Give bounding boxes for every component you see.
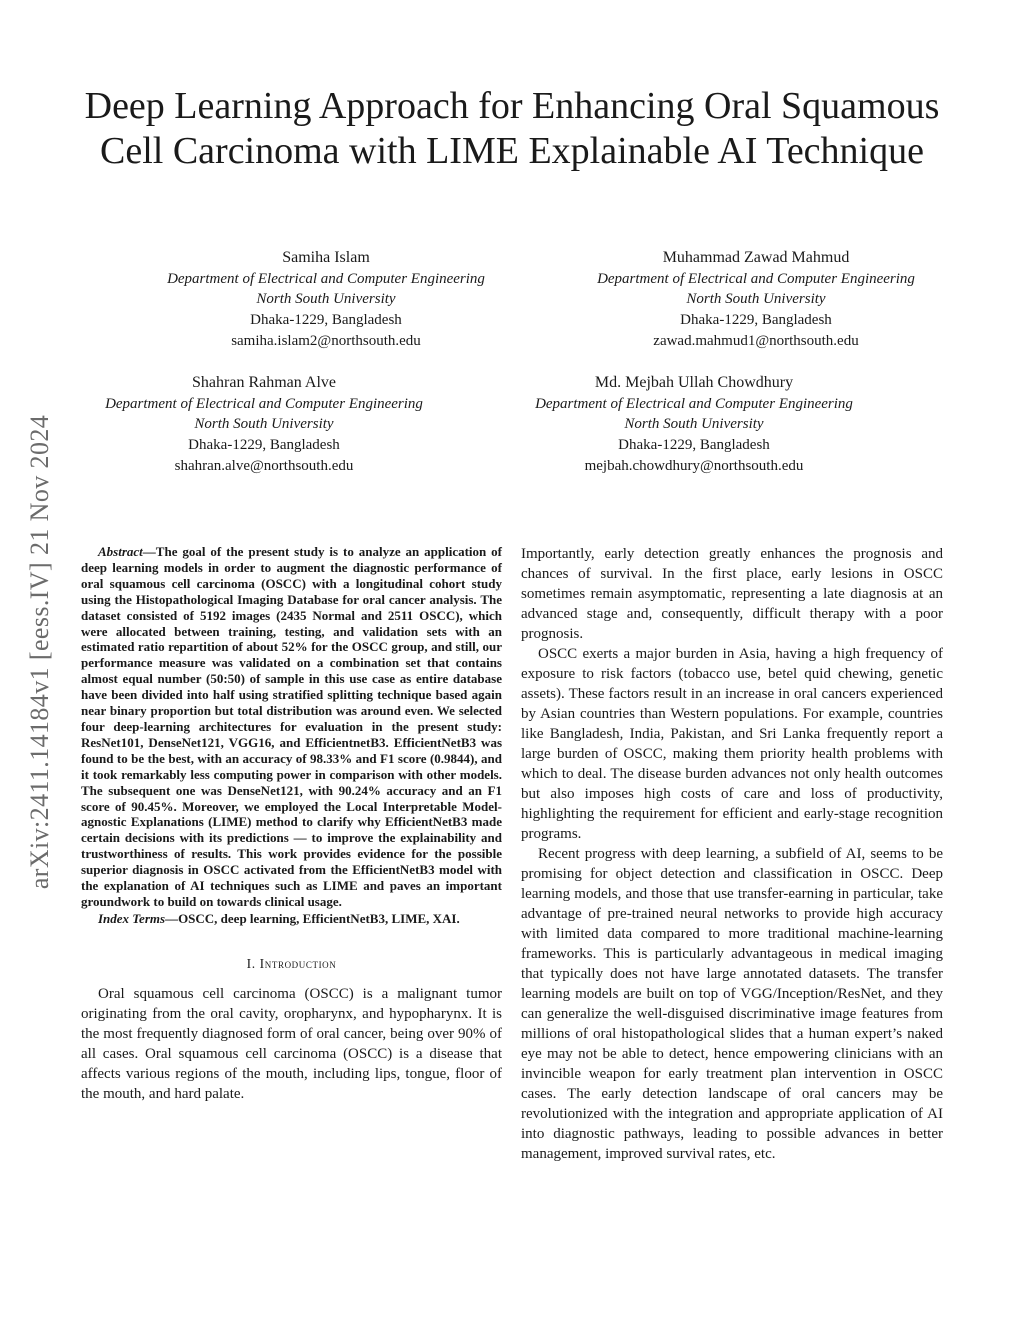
- body-paragraph: OSCC exerts a major burden in Asia, having a high frequency of exposure to risk factors (tobacco use, betel quid chewing, genetic assets). These factors result in an increase in oral cancers experienced by Asian countries than Western populations. For example, countries like Bangladesh, India, Pakistan, and Sri Lanka frequently report a large burden of OSCC, making them priority health problems with which to deal. The disease burden advances not only health outcomes but also imposes high costs of care and loss of productivity, highlighting the requirement for efficient and early-stage recognition programs.: [521, 646, 943, 842]
- author-email: shahran.alve@northsouth.edu: [174, 457, 354, 474]
- index-terms: [81, 911, 502, 927]
- author-email: mejbah.chowdhury@northsouth.edu: [584, 457, 804, 474]
- arxiv-stamp-text: arXiv:2411.14184v1 [eess.IV] 21 Nov 2024: [25, 414, 54, 890]
- author-university: North South University: [686, 291, 826, 308]
- author-block: [78, 373, 450, 477]
- left-column: [81, 544, 502, 1104]
- author-block: [140, 248, 512, 352]
- author-name: Md. Mejbah Ullah Chowdhury: [594, 374, 794, 391]
- right-column: [521, 544, 943, 1164]
- author-address: Dhaka-1229, Bangladesh: [250, 312, 402, 329]
- author-email: zawad.mahmud1@northsouth.edu: [653, 332, 859, 349]
- author-university: North South University: [256, 291, 396, 308]
- author-block: [508, 373, 880, 477]
- author-department: Department of Electrical and Computer Engineering: [597, 270, 915, 287]
- author-department: Department of Electrical and Computer Engineering: [535, 395, 853, 412]
- author-address: Dhaka-1229, Bangladesh: [680, 312, 832, 329]
- body-paragraph: Recent progress with deep learning, a subfield of AI, seems to be promising for object detection and classification in OSCC. Deep learning models, and those that use transfer-earning in particular, take advantage of pre-trained neural networks to provide high accuracy with limited data compared to more traditional machine-learning frameworks. This is particularly advantageous in medical imaging that typically does not have large annotated datasets. The transfer learning models are built on top of VGG/Inception/ResNet, and they can generalize the well-disguised discriminative image features from millions of oral histopathological slides that a human expert’s naked eye may not be able to detect, hence empowering clinicians with an invincible weapon for early treatment plan intervention in OSCC cases. The early detection landscape of oral cancers may be revolutionized with the integration and appropriate application of AI into diagnostic pathways, leading to possible advances in better management, improved survival rates, etc.: [521, 846, 943, 1162]
- author-department: Department of Electrical and Computer Engineering: [105, 395, 423, 412]
- index-terms-label: Index Terms: [98, 910, 166, 926]
- abstract: [81, 544, 502, 910]
- author-university: North South University: [194, 416, 334, 433]
- body-paragraph: Importantly, early detection greatly enhances the prognosis and chances of survival. In the first place, early lesions in OSCC sometimes remain asymptomatic, representing a late diagnosis at an advanced stage and, consequently, difficult therapy with a poor prognosis.: [521, 546, 943, 642]
- abstract-label: Abstract: [98, 544, 143, 559]
- author-email: samiha.islam2@northsouth.edu: [231, 332, 421, 349]
- section-heading: I. Introduction: [246, 955, 337, 971]
- author-name: Samiha Islam: [282, 249, 370, 266]
- body-paragraph: Oral squamous cell carcinoma (OSCC) is a malignant tumor originating from the oral cavity, oropharynx, and hypopharynx. It is the most frequently diagnosed form of oral cancer, being over 90% of all cases. Oral squamous cell carcinoma (OSCC) is a disease that affects various regions of the mouth, including lips, tongue, floor of the mouth, and hard palate.: [81, 985, 502, 1102]
- abstract-text: —The goal of the present study is to analyze an application of deep learning models in order to augment the diagnostic performance of oral squamous cell carcinoma (OSCC) with a longitudinal cohort study using the Histopathological Imaging Database for oral cancer analysis. The dataset consisted of 5192 images (2435 Normal and 2511 OSCC), which were allocated between training, testing, and validation sets with an estimated ratio repartition of about 52% for the OSCC group, and still, our performance measure was validated on a combination set that contains almost equal number (50:50) of sample in this use case as entire database have been divided into half using stratified splitting technique based again near binary proportion but total distribution was around even. We selected four deep-learning architectures for evaluation in the present study: ResNet101, DenseNet121, VGG16, and EfficientnetB3. EfficientNetB3 was found to be the best, with an accuracy of 98.33% and F1 score (0.9844), and it took remarkably less computing power in comparison with other models. The subsequent one was DenseNet121, with 90.24% accuracy and an F1 score of 90.45%. Moreover, we employed the Local Interpretable Model-agnostic Explanations (LIME) method to clarify why EfficientNetB3 made certain decisions with its predictions — to improve the explainability and trustworthiness of results. This work provides evidence for the possible superior diagnosis in OSCC activated from the EfficientNetB3 model with the explanation of AI techniques such as LIME and paves an important groundwork to build on towards clinical usage.: [81, 544, 502, 909]
- author-address: Dhaka-1229, Bangladesh: [188, 437, 340, 454]
- author-university: North South University: [624, 416, 764, 433]
- paper-title: Deep Learning Approach for Enhancing Oral Squamous Cell Carcinoma with LIME Explainable AI Technique: [84, 85, 940, 172]
- author-name: Shahran Rahman Alve: [192, 374, 336, 391]
- author-block: [570, 248, 942, 352]
- arxiv-stamp: [20, 346, 60, 958]
- index-terms-text: —OSCC, deep learning, EfficientNetB3, LIME, XAI.: [165, 910, 460, 926]
- author-address: Dhaka-1229, Bangladesh: [618, 437, 770, 454]
- author-name: Muhammad Zawad Mahmud: [662, 249, 850, 266]
- author-department: Department of Electrical and Computer Engineering: [167, 270, 485, 287]
